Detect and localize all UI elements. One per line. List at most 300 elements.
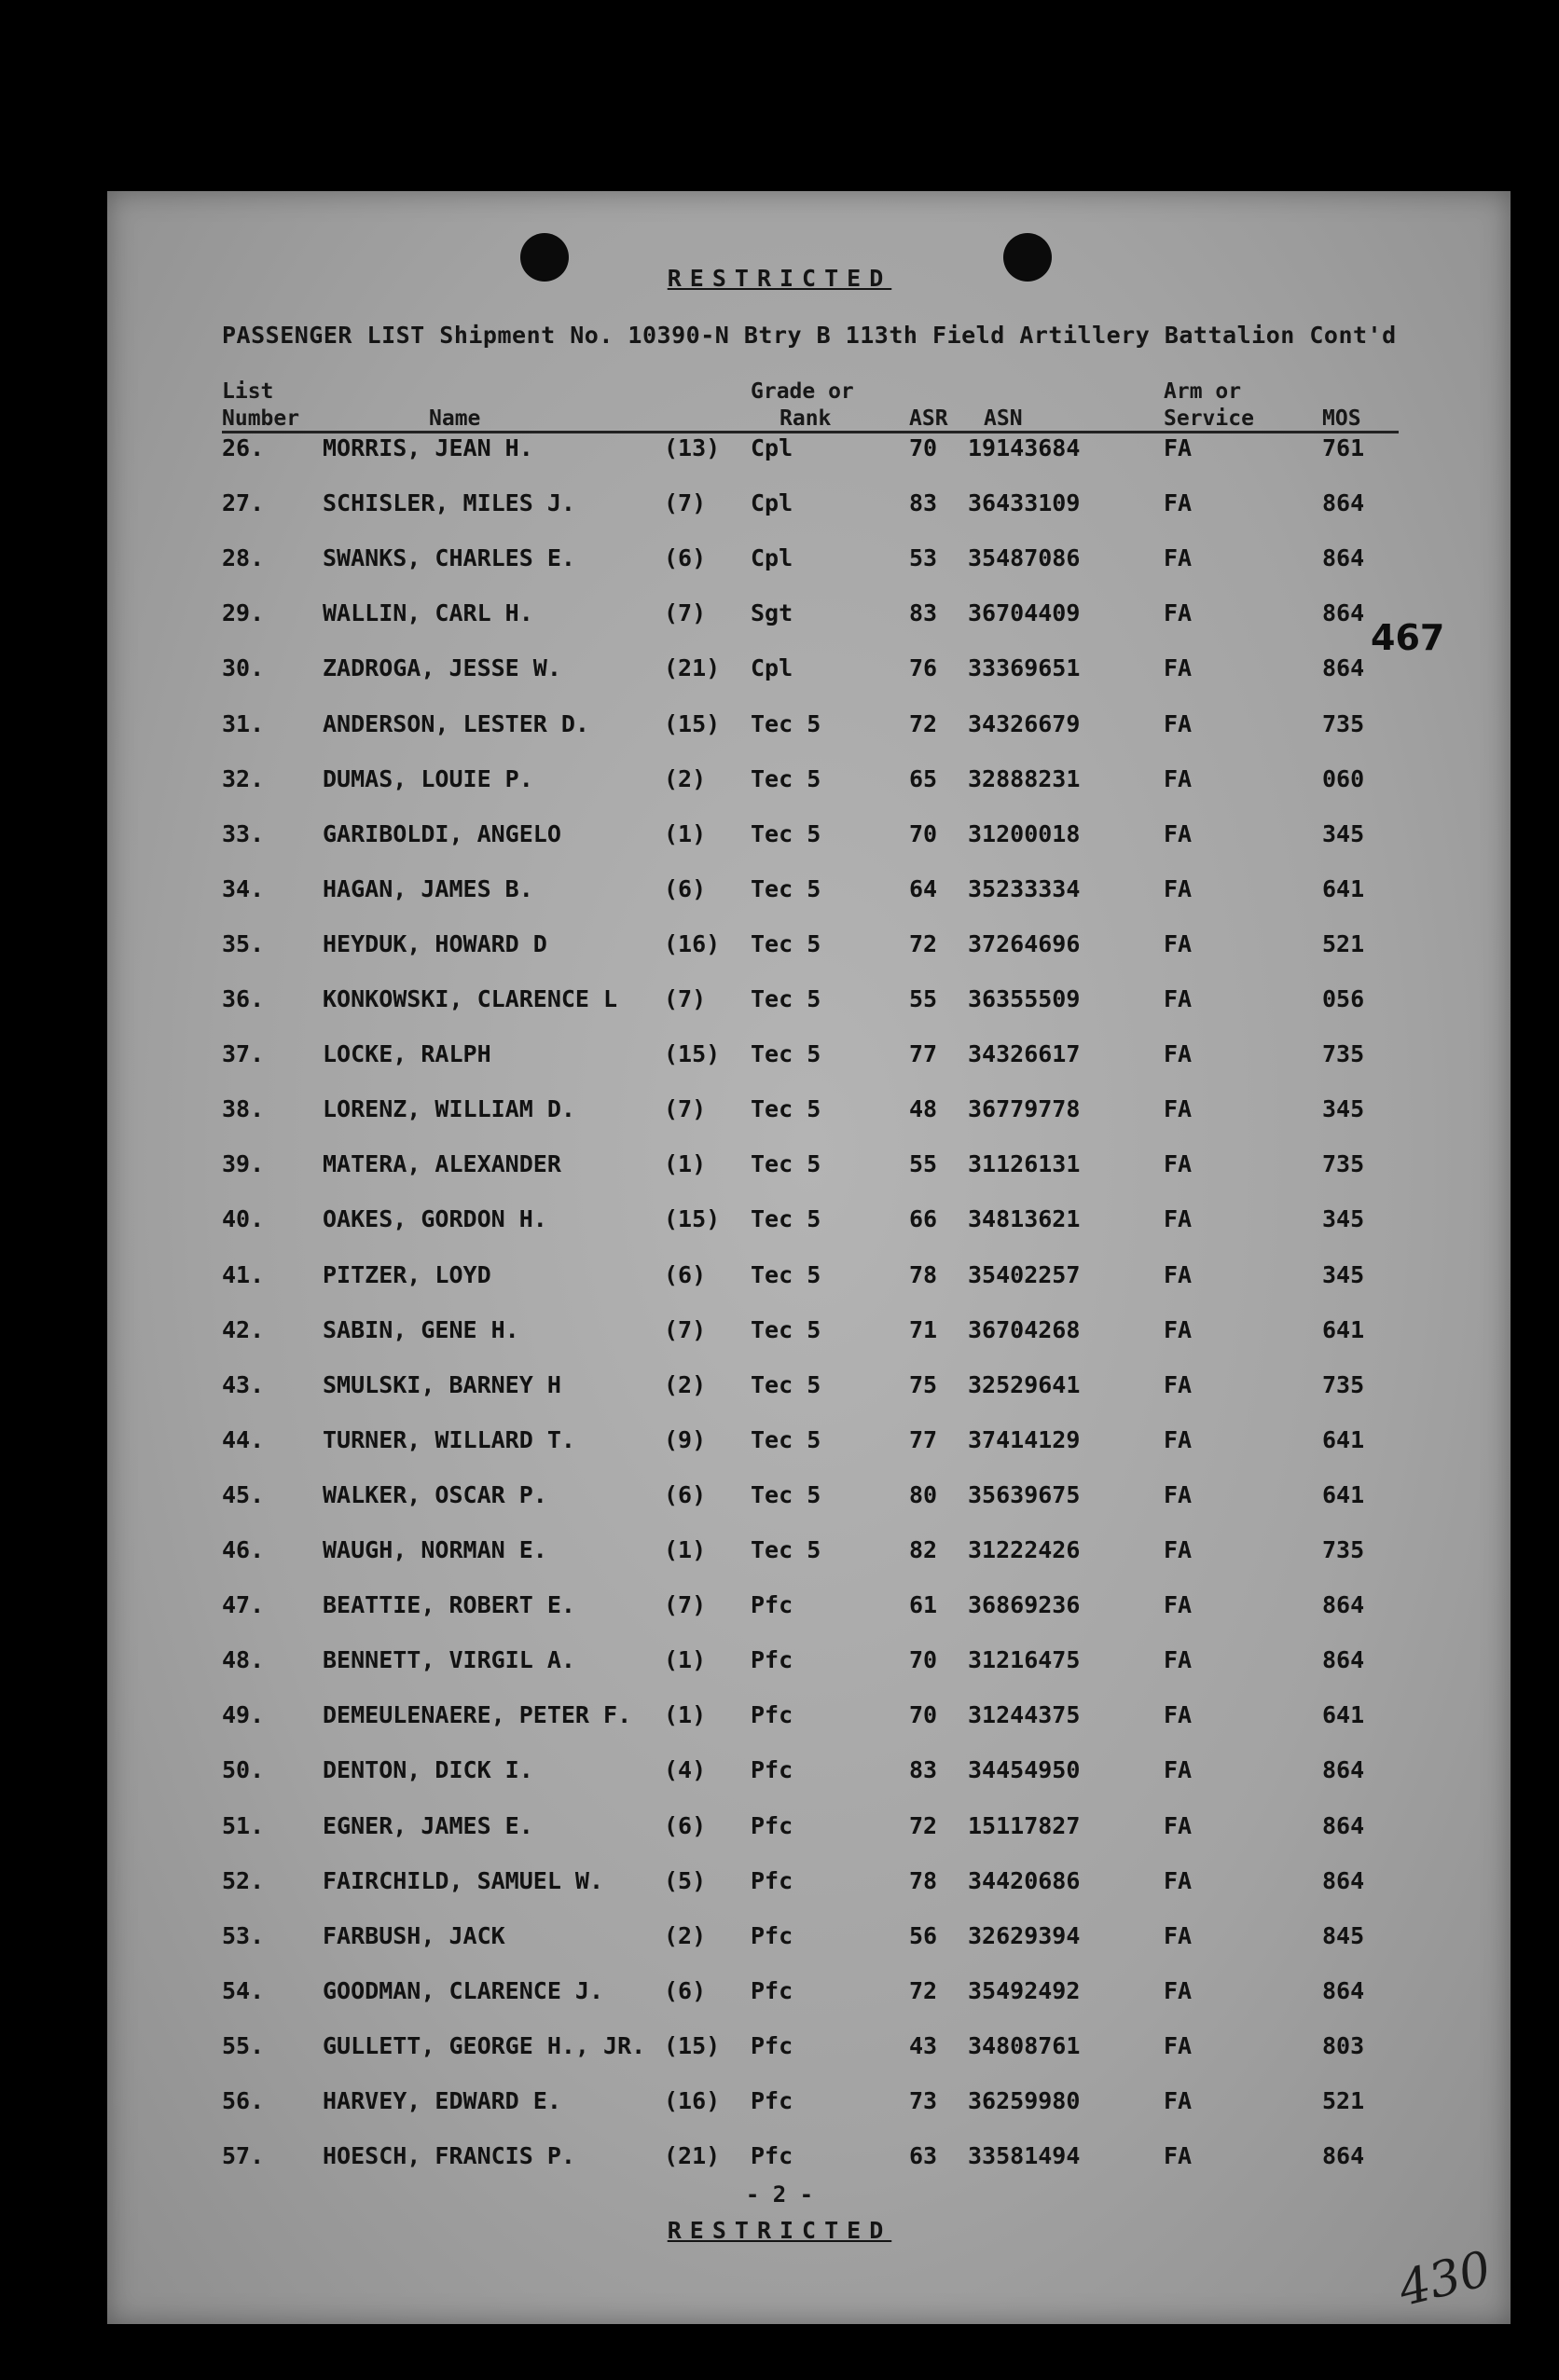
row-arm: FA [1164,544,1193,571]
row-arm: FA [1164,2032,1193,2059]
header-restricted-label: RESTRICTED [667,265,892,292]
row-mos: 641 [1322,1316,1365,1343]
table-row [0,1371,1559,1409]
row-code: (16) [664,930,721,957]
row-grade: Tec 5 [751,985,821,1012]
row-grade: Tec 5 [751,1040,821,1067]
row-arm: FA [1164,1756,1193,1783]
row-arm: FA [1164,1701,1193,1728]
row-asn: 33369651 [968,654,1081,681]
row-grade: Pfc [751,1977,793,2004]
row-number: 39. [222,1150,265,1177]
row-asn: 31244375 [968,1701,1081,1728]
table-row [0,1481,1559,1519]
row-grade: Pfc [751,1812,793,1839]
row-asr: 83 [909,489,938,516]
row-mos: 864 [1322,1812,1365,1839]
row-asr: 64 [909,875,938,902]
row-asn: 37414129 [968,1426,1081,1453]
row-mos: 735 [1322,1371,1365,1398]
row-number: 32. [222,765,265,792]
row-arm: FA [1164,1481,1193,1508]
row-mos: 521 [1322,930,1365,957]
row-code: (1) [664,1150,707,1177]
row-asr: 75 [909,1371,938,1398]
row-code: (6) [664,1481,707,1508]
row-code: (2) [664,1922,707,1949]
row-asr: 63 [909,2142,938,2169]
table-row [0,2142,1559,2180]
table-row [0,654,1559,692]
row-code: (9) [664,1426,707,1453]
row-asn: 34808761 [968,2032,1081,2059]
row-asr: 43 [909,2032,938,2059]
row-number: 43. [222,1371,265,1398]
row-code: (15) [664,2032,721,2059]
table-row [0,434,1559,472]
row-asn: 31216475 [968,1646,1081,1673]
table-row [0,1867,1559,1905]
header-rule [222,431,1399,433]
row-asr: 70 [909,820,938,847]
row-arm: FA [1164,599,1193,626]
row-mos: 864 [1322,2142,1365,2169]
row-asn: 36355509 [968,985,1081,1012]
row-arm: FA [1164,1812,1193,1839]
row-name: ANDERSON, LESTER D. [323,710,589,737]
row-grade: Tec 5 [751,1150,821,1177]
row-asn: 32529641 [968,1371,1081,1398]
row-code: (7) [664,1316,707,1343]
row-arm: FA [1164,1205,1193,1232]
row-mos: 345 [1322,1261,1365,1288]
row-mos: 864 [1322,1646,1365,1673]
table-row [0,489,1559,527]
row-asr: 77 [909,1040,938,1067]
row-grade: Pfc [751,1701,793,1728]
row-number: 56. [222,2087,265,2114]
row-asr: 72 [909,710,938,737]
row-mos: 641 [1322,1426,1365,1453]
row-number: 31. [222,710,265,737]
row-asn: 32888231 [968,765,1081,792]
row-name: ZADROGA, JESSE W. [323,654,561,681]
row-asr: 61 [909,1591,938,1618]
row-arm: FA [1164,710,1193,737]
row-asr: 65 [909,765,938,792]
row-asr: 72 [909,1977,938,2004]
row-number: 42. [222,1316,265,1343]
row-number: 45. [222,1481,265,1508]
row-name: SWANKS, CHARLES E. [323,544,575,571]
row-mos: 864 [1322,1867,1365,1894]
row-number: 57. [222,2142,265,2169]
row-name: BEATTIE, ROBERT E. [323,1591,575,1618]
row-name: HARVEY, EDWARD E. [323,2087,561,2114]
row-number: 30. [222,654,265,681]
row-mos: 521 [1322,2087,1365,2114]
table-row [0,1922,1559,1960]
row-number: 33. [222,820,265,847]
row-asr: 78 [909,1867,938,1894]
row-mos: 735 [1322,710,1365,737]
row-code: (15) [664,710,721,737]
row-grade: Tec 5 [751,1205,821,1232]
row-code: (21) [664,654,721,681]
row-asn: 19143684 [968,434,1081,461]
row-mos: 735 [1322,1536,1365,1563]
row-number: 50. [222,1756,265,1783]
table-row [0,544,1559,582]
row-mos: 735 [1322,1040,1365,1067]
row-number: 36. [222,985,265,1012]
row-asn: 34454950 [968,1756,1081,1783]
row-code: (13) [664,434,721,461]
row-asr: 72 [909,930,938,957]
row-asn: 34326617 [968,1040,1081,1067]
row-number: 34. [222,875,265,902]
table-row [0,765,1559,803]
row-asr: 55 [909,985,938,1012]
row-asn: 31222426 [968,1536,1081,1563]
row-asr: 66 [909,1205,938,1232]
row-number: 47. [222,1591,265,1618]
row-number: 38. [222,1095,265,1122]
row-name: TURNER, WILLARD T. [323,1426,575,1453]
row-asn: 35492492 [968,1977,1081,2004]
row-name: GOODMAN, CLARENCE J. [323,1977,604,2004]
row-asr: 82 [909,1536,938,1563]
table-row [0,1095,1559,1133]
row-mos: 864 [1322,544,1365,571]
col-arm-header-1: Arm or [1164,379,1242,404]
row-arm: FA [1164,985,1193,1012]
table-row [0,599,1559,637]
row-code: (6) [664,544,707,571]
table-row [0,1701,1559,1739]
table-row [0,1426,1559,1464]
col-grade-header-2: Rank [780,406,832,431]
row-asn: 34420686 [968,1867,1081,1894]
row-name: FAIRCHILD, SAMUEL W. [323,1867,604,1894]
row-number: 48. [222,1646,265,1673]
row-mos: 056 [1322,985,1365,1012]
row-asn: 36704409 [968,599,1081,626]
table-row [0,1150,1559,1188]
row-number: 49. [222,1701,265,1728]
row-number: 46. [222,1536,265,1563]
row-number: 41. [222,1261,265,1288]
col-mos-header: MOS [1322,406,1361,431]
row-number: 53. [222,1922,265,1949]
footer-restricted-label: RESTRICTED [667,2217,892,2244]
table-row [0,1316,1559,1354]
document-title: PASSENGER LIST Shipment No. 10390-N Btry B 113th Field Artillery Battalion Cont'd [222,322,1397,349]
row-mos: 641 [1322,1701,1365,1728]
row-name: DEMEULENAERE, PETER F. [323,1701,632,1728]
col-arm-header-2: Service [1164,406,1254,431]
row-asn: 34813621 [968,1205,1081,1232]
row-name: EGNER, JAMES E. [323,1812,533,1839]
row-grade: Cpl [751,434,793,461]
row-name: GARIBOLDI, ANGELO [323,820,561,847]
row-number: 37. [222,1040,265,1067]
table-row [0,875,1559,913]
table-row [0,1261,1559,1299]
row-arm: FA [1164,434,1193,461]
row-code: (1) [664,1701,707,1728]
row-code: (6) [664,875,707,902]
row-grade: Pfc [751,2142,793,2169]
row-asr: 70 [909,434,938,461]
col-asr-header: ASR [909,406,948,431]
row-asn: 35402257 [968,1261,1081,1288]
col-asn-header: ASN [984,406,1023,431]
row-code: (7) [664,489,707,516]
row-number: 40. [222,1205,265,1232]
row-number: 51. [222,1812,265,1839]
row-mos: 060 [1322,765,1365,792]
row-arm: FA [1164,1536,1193,1563]
table-row [0,2032,1559,2070]
row-grade: Tec 5 [751,1481,821,1508]
row-grade: Pfc [751,1867,793,1894]
row-grade: Pfc [751,1756,793,1783]
row-arm: FA [1164,1040,1193,1067]
row-asr: 53 [909,544,938,571]
row-grade: Tec 5 [751,1261,821,1288]
row-name: KONKOWSKI, CLARENCE L [323,985,618,1012]
row-grade: Cpl [751,654,793,681]
row-asr: 55 [909,1150,938,1177]
row-arm: FA [1164,1646,1193,1673]
row-arm: FA [1164,1426,1193,1453]
row-number: 55. [222,2032,265,2059]
row-grade: Tec 5 [751,710,821,737]
row-code: (1) [664,1536,707,1563]
table-row [0,1205,1559,1243]
row-mos: 864 [1322,489,1365,516]
row-number: 52. [222,1867,265,1894]
row-name: HAGAN, JAMES B. [323,875,533,902]
table-row [0,820,1559,858]
row-asn: 31200018 [968,820,1081,847]
row-asn: 31126131 [968,1150,1081,1177]
col-name-header: Name [429,406,481,431]
row-asn: 36779778 [968,1095,1081,1122]
row-name: HOESCH, FRANCIS P. [323,2142,575,2169]
table-row [0,985,1559,1023]
row-mos: 864 [1322,1977,1365,2004]
row-arm: FA [1164,1371,1193,1398]
row-asn: 35639675 [968,1481,1081,1508]
row-grade: Pfc [751,1922,793,1949]
row-mos: 345 [1322,820,1365,847]
row-code: (7) [664,1095,707,1122]
row-mos: 864 [1322,1756,1365,1783]
row-asn: 34326679 [968,710,1081,737]
row-number: 27. [222,489,265,516]
row-asr: 48 [909,1095,938,1122]
row-name: GULLETT, GEORGE H., JR. [323,2032,646,2059]
row-name: OAKES, GORDON H. [323,1205,547,1232]
col-list-header-2: Number [222,406,300,431]
row-code: (21) [664,2142,721,2169]
row-grade: Pfc [751,1646,793,1673]
handwritten-number: 430 [1393,2240,1497,2318]
row-arm: FA [1164,2142,1193,2169]
table-row [0,1977,1559,2015]
row-asn: 33581494 [968,2142,1081,2169]
row-arm: FA [1164,1261,1193,1288]
row-code: (7) [664,985,707,1012]
row-code: (6) [664,1812,707,1839]
row-grade: Tec 5 [751,930,821,957]
row-arm: FA [1164,765,1193,792]
row-mos: 803 [1322,2032,1365,2059]
table-row [0,2087,1559,2125]
row-asr: 77 [909,1426,938,1453]
stamp-number: 467 [1371,617,1445,658]
row-asr: 80 [909,1481,938,1508]
row-mos: 345 [1322,1095,1365,1122]
row-mos: 345 [1322,1205,1365,1232]
row-mos: 641 [1322,875,1365,902]
row-code: (6) [664,1977,707,2004]
row-number: 28. [222,544,265,571]
row-name: BENNETT, VIRGIL A. [323,1646,575,1673]
row-arm: FA [1164,1591,1193,1618]
row-asr: 72 [909,1812,938,1839]
row-asr: 78 [909,1261,938,1288]
row-asn: 37264696 [968,930,1081,957]
row-number: 44. [222,1426,265,1453]
row-grade: Sgt [751,599,793,626]
row-name: WALLIN, CARL H. [323,599,533,626]
row-grade: Tec 5 [751,765,821,792]
row-grade: Tec 5 [751,820,821,847]
row-mos: 864 [1322,654,1365,681]
row-name: PITZER, LOYD [323,1261,491,1288]
table-row [0,1812,1559,1850]
row-asn: 35233334 [968,875,1081,902]
row-code: (1) [664,1646,707,1673]
row-code: (7) [664,599,707,626]
table-row [0,1040,1559,1078]
row-mos: 864 [1322,599,1365,626]
row-mos: 641 [1322,1481,1365,1508]
row-asr: 56 [909,1922,938,1949]
row-name: SABIN, GENE H. [323,1316,519,1343]
row-name: DUMAS, LOUIE P. [323,765,533,792]
row-arm: FA [1164,1316,1193,1343]
row-asr: 83 [909,599,938,626]
row-grade: Cpl [751,489,793,516]
row-grade: Pfc [751,2032,793,2059]
row-asr: 83 [909,1756,938,1783]
row-name: SCHISLER, MILES J. [323,489,575,516]
row-grade: Pfc [751,1591,793,1618]
row-asr: 76 [909,654,938,681]
row-arm: FA [1164,1977,1193,2004]
row-name: MATERA, ALEXANDER [323,1150,561,1177]
row-grade: Tec 5 [751,1316,821,1343]
row-mos: 761 [1322,434,1365,461]
row-grade: Tec 5 [751,875,821,902]
table-row [0,1591,1559,1629]
row-number: 29. [222,599,265,626]
row-grade: Tec 5 [751,1095,821,1122]
row-name: DENTON, DICK I. [323,1756,533,1783]
row-asn: 36704268 [968,1316,1081,1343]
col-grade-header-1: Grade or [751,379,854,404]
row-asn: 36259980 [968,2087,1081,2114]
row-mos: 864 [1322,1591,1365,1618]
row-code: (4) [664,1756,707,1783]
row-name: HEYDUK, HOWARD D [323,930,547,957]
row-code: (6) [664,1261,707,1288]
row-name: WALKER, OSCAR P. [323,1481,547,1508]
row-name: SMULSKI, BARNEY H [323,1371,561,1398]
row-arm: FA [1164,1922,1193,1949]
table-row [0,1756,1559,1794]
table-row [0,710,1559,748]
row-grade: Tec 5 [751,1371,821,1398]
row-asn: 15117827 [968,1812,1081,1839]
row-name: WAUGH, NORMAN E. [323,1536,547,1563]
row-asn: 35487086 [968,544,1081,571]
row-code: (15) [664,1040,721,1067]
row-code: (5) [664,1867,707,1894]
row-arm: FA [1164,1095,1193,1122]
row-code: (7) [664,1591,707,1618]
row-asr: 73 [909,2087,938,2114]
row-grade: Tec 5 [751,1426,821,1453]
row-mos: 735 [1322,1150,1365,1177]
row-name: LORENZ, WILLIAM D. [323,1095,575,1122]
row-arm: FA [1164,875,1193,902]
col-list-header-1: List [222,379,274,404]
table-row [0,1646,1559,1684]
row-arm: FA [1164,930,1193,957]
row-asr: 71 [909,1316,938,1343]
row-code: (1) [664,820,707,847]
table-row [0,930,1559,968]
row-grade: Cpl [751,544,793,571]
row-arm: FA [1164,820,1193,847]
row-number: 35. [222,930,265,957]
row-number: 54. [222,1977,265,2004]
row-code: (16) [664,2087,721,2114]
row-code: (2) [664,1371,707,1398]
table-row [0,1536,1559,1574]
row-grade: Pfc [751,2087,793,2114]
row-name: FARBUSH, JACK [323,1922,505,1949]
row-name: LOCKE, RALPH [323,1040,491,1067]
row-grade: Tec 5 [751,1536,821,1563]
row-number: 26. [222,434,265,461]
row-asn: 36433109 [968,489,1081,516]
page-number: - 2 - [745,2181,814,2208]
row-asr: 70 [909,1646,938,1673]
row-asn: 32629394 [968,1922,1081,1949]
row-arm: FA [1164,654,1193,681]
row-arm: FA [1164,489,1193,516]
row-arm: FA [1164,1867,1193,1894]
row-asn: 36869236 [968,1591,1081,1618]
row-arm: FA [1164,1150,1193,1177]
row-code: (2) [664,765,707,792]
